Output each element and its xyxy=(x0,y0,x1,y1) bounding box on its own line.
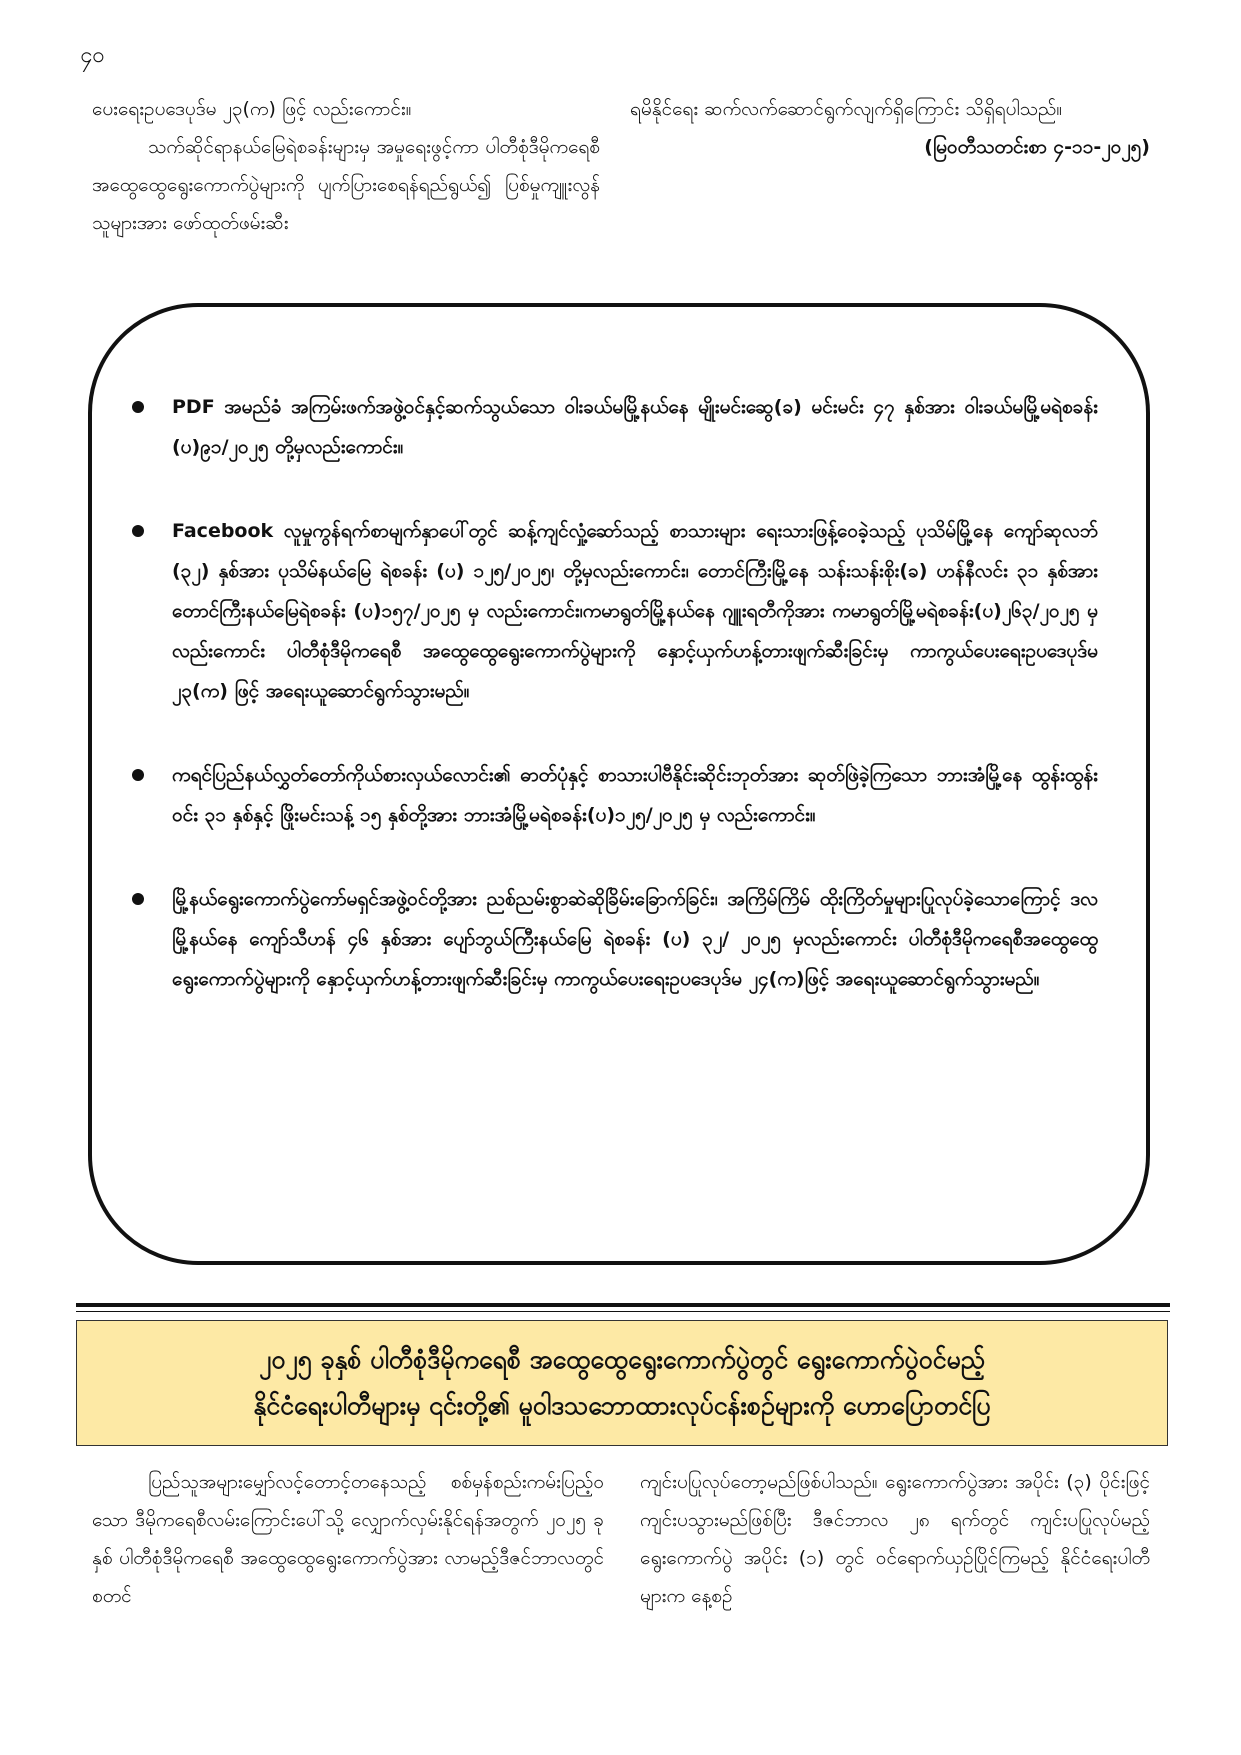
bullet-icon xyxy=(132,769,144,781)
notice-item xyxy=(132,511,1098,711)
notice-text: Facebook လူမှုကွန်ရက်စာမျက်နှာပေါ်တွင် ဆန့်ကျင်လှုံ့ဆော်သည့် စာသားများ ရေးသားဖြန့်ဝေခဲ့သည့် ပုသိမ်မြို့နေ ကျော်ဆုလဘ် (၃၂) နှစ်အား ပုသိမ်နယ်မြေ ရဲစခန်း (ပ) ၁၂၅/၂၀၂၅၊ တို့မှလည်းကောင်း၊ တောင်ကြီးမြို့နေ သန်းသန်းစိုး(ခ) ဟန်နီလင်း ၃၁ နှစ်အား တောင်ကြီးနယ်မြေရဲစခန်း (ပ)၁၅၇/၂၀၂၅ မှ လည်းကောင်း၊ကမာရွတ်မြို့နယ်နေ ဂျူးရတီကိုအား ကမာရွတ်မြို့မရဲစခန်း(ပ)၂၆၃/၂၀၂၅ မှလည်းကောင်း ပါတီစုံဒီမိုကရေစီ အထွေထွေရွေးကောက်ပွဲများကို နှောင့်ယှက်ဟန့်တားဖျက်ဆီးခြင်းမှ ကာကွယ်ပေးရေးဥပဒေပုဒ်မ ၂၃(က) ဖြင့် အရေးယူဆောင်ရွက်သွားမည်။ xyxy=(172,520,1098,702)
top-right-paragraph: ရမိနိုင်ရေး ဆက်လက်ဆောင်ရွက်လျက်ရှိကြောင်း သိရှိရပါသည်။ xyxy=(630,98,1063,120)
top-left-paragraph-1: ပေးရေးဥပဒေပုဒ်မ ၂၃(က) ဖြင့် လည်းကောင်း။ xyxy=(92,98,412,120)
section-divider-thin xyxy=(76,1311,1170,1312)
notice-item xyxy=(132,879,1098,999)
headline-banner xyxy=(76,1320,1168,1446)
bullet-icon xyxy=(132,525,144,537)
notice-box xyxy=(88,303,1150,1265)
headline-line-2: နိုင်ငံရေးပါတီများမှ ၎င်းတို့၏ မူဝါဒသဘောထားလုပ်ငန်းစဉ်များကို ဟောပြောတင်ပြ xyxy=(253,1391,991,1420)
notice-item xyxy=(132,755,1098,835)
bottom-right-column xyxy=(640,1463,1150,1615)
bottom-left-paragraph: ပြည်သူအများမျှော်လင့်တောင့်တနေသည့် စစ်မှန်စည်းကမ်းပြည့်ဝသော ဒီမိုကရေစီလမ်းကြောင်းပေါ်သို့ လျှောက်လှမ်းနိုင်ရန်အတွက် ၂၀၂၅ ခုနှစ် ပါတီစုံဒီမိုကရေစီ အထွေထွေရွေးကောက်ပွဲအား လာမည့်ဒီဇင်ဘာလတွင် စတင် xyxy=(92,1471,604,1607)
page-number: ၄၀ xyxy=(80,43,105,68)
top-left-column xyxy=(92,90,600,242)
notice-list xyxy=(132,387,1098,1043)
top-right-column xyxy=(630,90,1150,166)
section-divider xyxy=(76,1303,1170,1307)
notice-text: PDF အမည်ခံ အကြမ်းဖက်အဖွဲ့ဝင်နှင့်ဆက်သွယ်သော ဝါးခယ်မမြို့နယ်နေ မျိုးမင်းဆွေ(ခ) မင်းမင်း ၄၇ နှစ်အား ဝါးခယ်မမြို့မရဲစခန်း (ပ)၉၁/၂၀၂၅ တို့မှလည်းကောင်း။ xyxy=(172,396,1098,458)
bottom-right-paragraph: ကျင်းပပြုလုပ်တော့မည်ဖြစ်ပါသည်။ ရွေးကောက်ပွဲအား အပိုင်း (၃) ပိုင်းဖြင့် ကျင်းပသွားမည်ဖြစ်ပြီး ဒီဇင်ဘာလ ၂၈ ရက်တွင် ကျင်းပပြုလုပ်မည့် ရွေးကောက်ပွဲ အပိုင်း (၁) တွင် ဝင်ရောက်ယှဉ်ပြိုင်ကြမည့် နိုင်ငံရေးပါတီများက နေ့စဉ် xyxy=(640,1471,1150,1607)
bullet-icon xyxy=(132,893,144,905)
headline-line-1: ၂၀၂၅ ခုနှစ် ပါတီစုံဒီမိုကရေစီ အထွေထွေရွေးကောက်ပွဲတွင် ရွေးကောက်ပွဲဝင်မည့် xyxy=(259,1345,985,1374)
notice-text: မြို့နယ်ရွေးကောက်ပွဲကော်မရှင်အဖွဲ့ဝင်တို့အား ညစ်ညမ်းစွာဆဲဆိုခြိမ်းခြောက်ခြင်း၊ အကြိမ်ကြိမ် ထိုးကြိတ်မှုများပြုလုပ်ခဲ့သောကြောင့် ဒလမြို့နယ်နေ ကျော်သီဟန် ၄၆ နှစ်အား ပျော်ဘွယ်ကြီးနယ်မြေ ရဲစခန်း (ပ) ၃၂/ ၂၀၂၅ မှလည်းကောင်း ပါတီစုံဒီမိုကရေစီအထွေထွေ ရွေးကောက်ပွဲများကို နှောင့်ယှက်ဟန့်တားဖျက်ဆီးခြင်းမှ ကာကွယ်ပေးရေးဥပဒေပုဒ်မ ၂၄(က)ဖြင့် အရေးယူဆောင်ရွက်သွားမည်။ xyxy=(172,888,1098,990)
top-left-paragraph-2: သက်ဆိုင်ရာနယ်မြေရဲစခန်းများမှ အမှုရေးဖွင့်ကာ ပါတီစုံဒီမိုကရေစီ အထွေထွေရွေးကောက်ပွဲများကို ပျက်ပြားစေရန်ရည်ရွယ်၍ ပြစ်မှုကျူးလွန်သူများအား ဖော်ထုတ်ဖမ်းဆီး xyxy=(92,136,600,234)
notice-item xyxy=(132,387,1098,467)
bottom-left-column xyxy=(92,1463,604,1615)
bullet-icon xyxy=(132,401,144,413)
source-citation: (မြဝတီသတင်းစာ ၄-၁၁-၂၀၂၅) xyxy=(924,136,1150,158)
notice-text: ကရင်ပြည်နယ်လွှတ်တော်ကိုယ်စားလှယ်လောင်း၏ ဓာတ်ပုံနှင့် စာသားပါဗီနိုင်းဆိုင်းဘုတ်အား ဆုတ်ဖြဲခဲ့ကြသော ဘားအံမြို့နေ ထွန်းထွန်းဝင်း ၃၁ နှစ်နှင့် ဖြိုးမင်းသန့် ၁၅ နှစ်တို့အား ဘားအံမြို့မရဲစခန်း(ပ)၁၂၅/၂၀၂၅ မှ လည်းကောင်း။ xyxy=(172,764,1098,826)
